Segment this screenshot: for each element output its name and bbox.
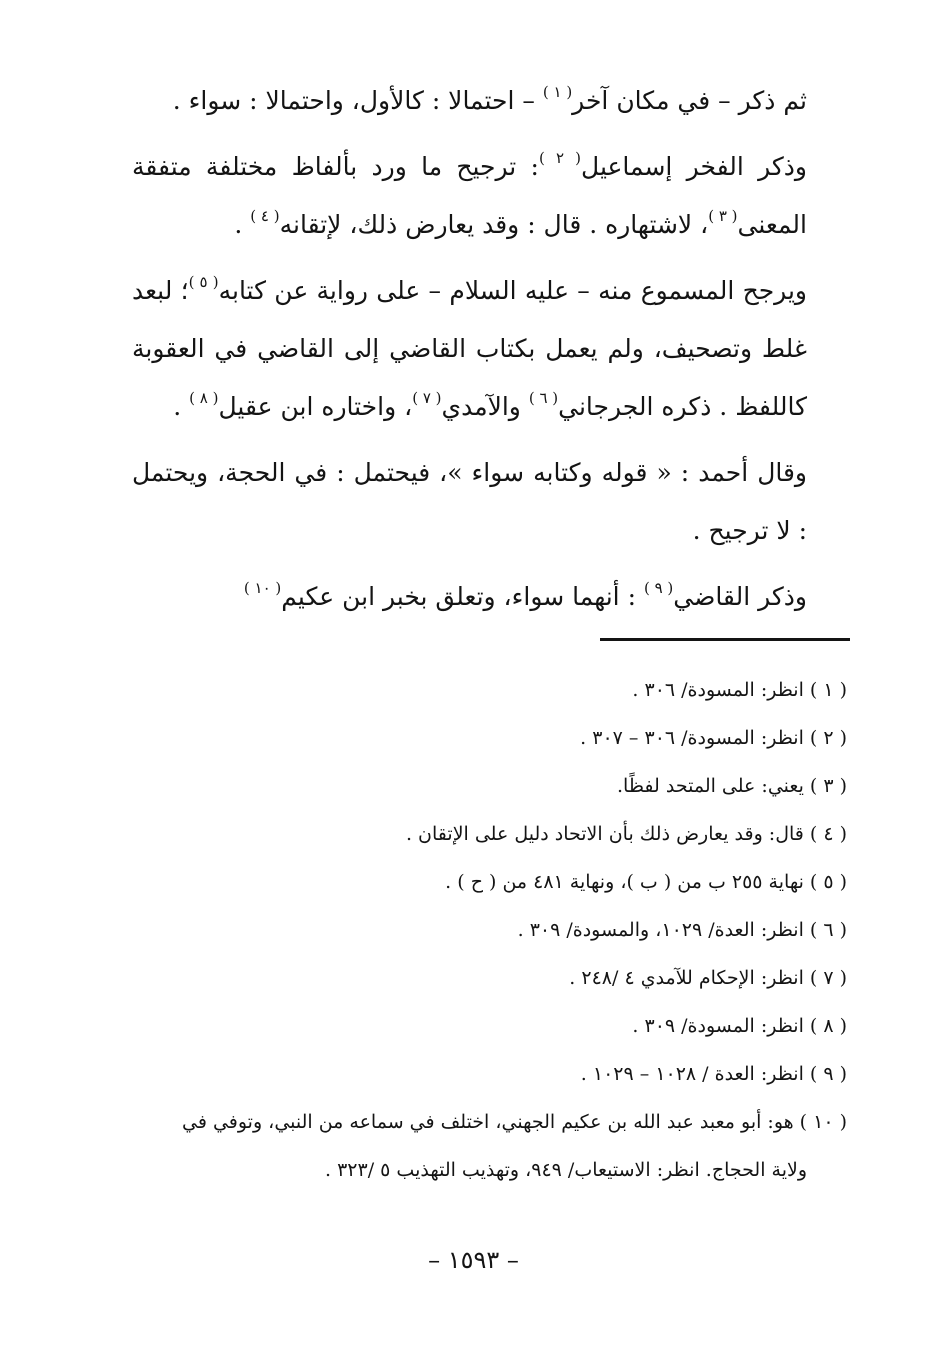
footnote [132,1050,847,1098]
footnote [132,714,847,762]
footnote [132,666,847,714]
page-number: – ١٥٩٣ – [428,1246,519,1274]
text-run: وذكر القاضي [673,582,807,611]
text-run: : أنهما سواء، وتعلق بخبر ابن عكيم [281,582,644,611]
footnote [132,762,847,810]
footnote-text: يعني: على المتحد لفظًا. [617,775,804,797]
text-run: ويرجح المسموع منه – عليه السلام – على رواية عن كتابه [218,276,808,305]
text-run: ، واختاره ابن عقيل [218,392,413,421]
footnote-text: انظر: المسودة/ ٣٠٦ – ٣٠٧ . [580,727,804,749]
footnote-text: انظر: المسودة/ ٣٠٩ . [632,1015,804,1037]
footnote-number: ( ٢ ) [809,727,847,749]
paragraph-3 [132,262,807,436]
footnote-ref: ( ٩ ) [643,579,674,597]
footnote-ref: ( ٨ ) [189,389,219,407]
footnote-number: ( ٧ ) [809,967,847,989]
footnote [132,954,847,1002]
footnote [132,858,847,906]
main-text [132,72,807,634]
footnote-ref: ( ٥ ) [188,273,219,291]
footnote-number: ( ٩ ) [809,1063,847,1085]
footnote-number: ( ٦ ) [809,919,847,941]
footnote-number: ( ٣ ) [809,775,847,797]
text-run: ثم ذكر – في مكان آخر [572,86,807,115]
footnote-number: ( ٤ ) [809,823,847,845]
footnote-ref: ( ٢ ) [538,149,582,167]
text-run: – احتمالا : كالأول، واحتمالا : سواء . [172,86,543,115]
paragraph-4 [132,444,807,560]
footnote-text: هو: أبو معبد عبد الله بن عكيم الجهني، اختلف في سماعه من النبي، وتوفي في [181,1111,794,1133]
footnote [132,810,847,858]
text-run: . [234,210,251,239]
footnote-ref: ( ١٠ ) [243,579,282,597]
text-run: : ترجيح ما ورد بألفاظ مختلفة متفقة المعنى [132,152,807,239]
footnotes [132,666,847,1194]
footnote-continuation: ولاية الحجاج. انظر: الاستيعاب/ ٩٤٩، وتهذيب التهذيب ٥ /٣٢٣ . [324,1159,807,1181]
footnote [132,1002,847,1050]
footnote-text: انظر: العدة / ١٠٢٨ – ١٠٢٩ . [580,1063,804,1085]
footnote-text: قال: وقد يعارض ذلك بأن الاتحاد دليل على الإتقان . [405,823,804,845]
paragraph-5 [132,568,807,626]
footnote-number: ( ٨ ) [809,1015,847,1037]
footnote-text: نهاية ٢٥٥ ب من ( ب )، ونهاية ٤٨١ من ( ح ) . [445,871,804,893]
text-run: ، لاشتهاره . قال : وقد يعارض ذلك، لإتقانه [279,210,709,239]
text-run: . [173,392,190,421]
text-run: والآمدي [441,392,529,421]
footnote-text: انظر: العدة/ ١٠٢٩، والمسودة/ ٣٠٩ . [517,919,804,941]
footnote-ref: ( ١ ) [542,83,573,101]
paragraph-2 [132,138,807,254]
text-run: وذكر الفخر إسماعيل [581,152,808,181]
text-run: ؛ لبعد غلط وتصحيف، ولم يعمل بكتاب القاضي إلى القاضي في العقوبة كاللفظ . ذكره الجرجاني [132,276,807,421]
footnote-ref: ( ٣ ) [708,207,738,225]
text-run: وقال أحمد : « قوله وكتابه سواء »، فيحتمل : في الحجة، ويحتمل : لا ترجيح . [132,458,807,545]
footnote-number: ( ١ ) [809,679,847,701]
footnote-ref: ( ٦ ) [528,389,559,407]
footnote-ref: ( ٧ ) [412,389,442,407]
footnote-text: انظر: الإحكام للآمدي ٤ /٢٤٨ . [569,967,804,989]
footnote-number: ( ١٠ ) [799,1111,847,1133]
footnote-number: ( ٥ ) [809,871,847,893]
footnote [132,1098,847,1146]
footnote-separator [600,638,850,641]
footnote-ref: ( ٤ ) [250,207,280,225]
footnote [132,906,847,954]
paragraph-1 [132,72,807,130]
footnote-text: انظر: المسودة/ ٣٠٦ . [632,679,804,701]
